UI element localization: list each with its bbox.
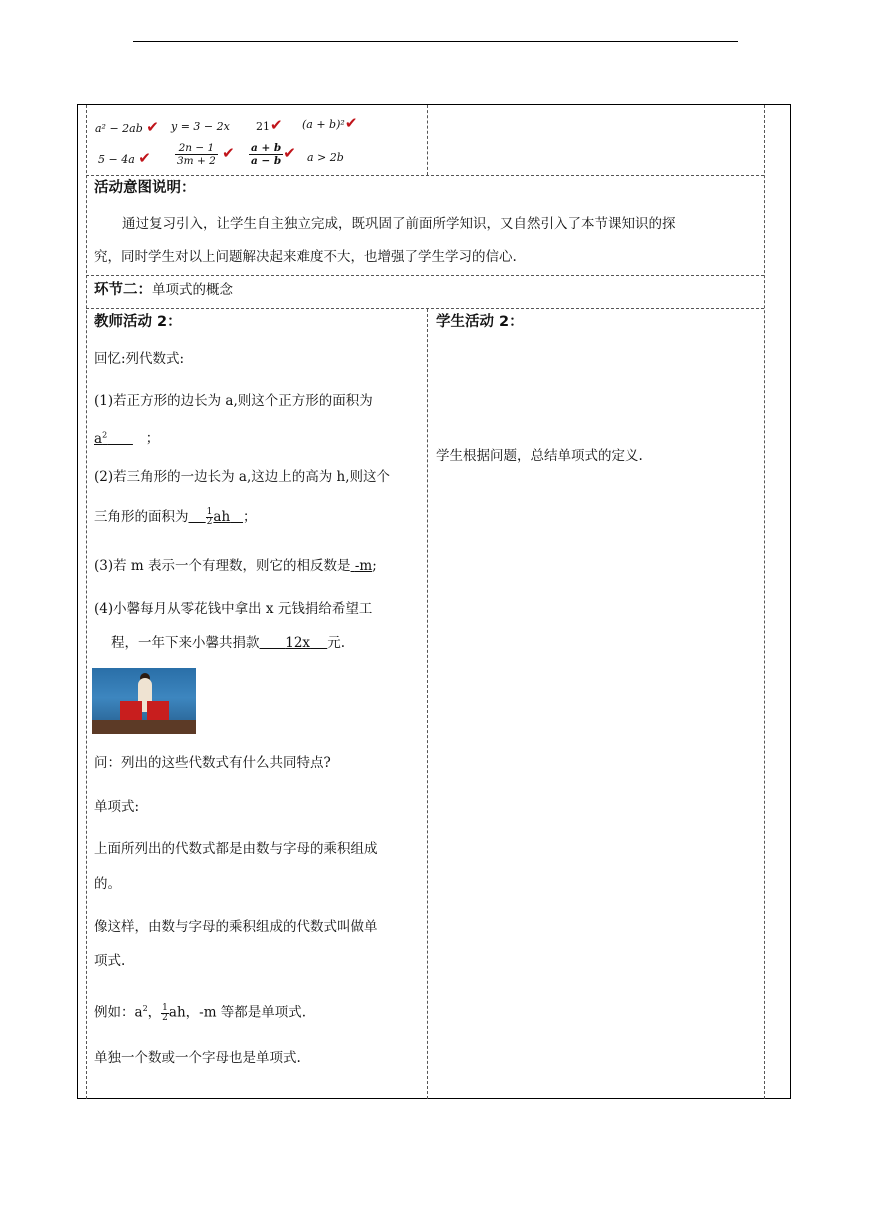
column-divider-right (764, 105, 765, 1099)
check-icon: ✔ (138, 149, 151, 167)
question-1-answer: $a^2$ ； (94, 430, 160, 447)
column-divider-left (86, 105, 87, 1099)
definition-1-line1: 上面所列出的代数式都是由数与字母的乘积组成 (94, 841, 378, 857)
donation-photo (92, 668, 196, 734)
teacher-activity-heading: 教师活动 2： (94, 314, 182, 330)
student-activity-heading: 学生活动 2： (436, 314, 524, 330)
question-3: (3)若 m 表示一个有理数，则它的相反数是 -m; (94, 558, 377, 574)
expression-a-plus-b-squared: (a + b)²✔ (302, 114, 358, 132)
question-2-line2: 三角形的面积为 $\frac{1}{2}$ ah ； (94, 507, 257, 527)
question-4-line1: (4)小馨每月从零花钱中拿出 x 元钱捐给希望工 (94, 601, 373, 617)
expression-a-gt-2b: a > 2b (307, 151, 344, 164)
definition-2-line1: 像这样，由数与字母的乘积组成的代数式叫做单 (94, 919, 378, 935)
monomial-examples: 例如：$a^2$， $\frac{1}{2}$ ah，-m 等都是单项式. (94, 1002, 307, 1023)
check-icon: ✔ (283, 144, 296, 162)
intent-text-line2: 究，同时学生对以上问题解决起来难度不大，也增强了学生学习的信心. (94, 249, 517, 265)
expression-5-4a: 5 − 4a ✔ (98, 149, 151, 167)
section2-heading: 环节二：单项式的概念 (94, 282, 233, 298)
expression-a2-2ab: a² − 2ab ✔ (95, 118, 159, 136)
question-4-line2: 程，一年下来小馨共捐款 12x 元. (111, 635, 346, 651)
definition-1-line2: 的。 (94, 876, 121, 892)
intent-heading: 活动意图说明： (94, 180, 196, 196)
column-divider-middle-top (427, 105, 428, 175)
page-header-rule (133, 41, 738, 42)
question-2-line1: (2)若三角形的一边长为 a,这边上的高为 h,则这个 (94, 469, 391, 485)
expression-21: 21✔ (256, 116, 283, 134)
row-divider-1 (86, 175, 764, 176)
intent-text-line1: 通过复习引入，让学生自主独立完成，既巩固了前面所学知识，又自然引入了本节课知识的探 (122, 216, 676, 232)
expression-fraction-a-plus-b: $\frac{a + b}{a - b}$ ✔ (251, 142, 296, 167)
check-icon: ✔ (146, 118, 159, 136)
column-divider-middle (427, 309, 428, 1099)
teacher-recall: 回忆:列代数式: (94, 351, 185, 367)
question-1-line1: (1)若正方形的边长为 a,则这个正方形的面积为 (94, 393, 373, 409)
single-term-note: 单独一个数或一个字母也是单项式. (94, 1050, 301, 1066)
check-icon: ✔ (270, 116, 283, 134)
row-divider-2 (86, 275, 764, 276)
expression-y-3-2x: y = 3 − 2x (171, 120, 230, 133)
monomial-title: 单项式: (94, 799, 140, 815)
student-activity-text: 学生根据问题，总结单项式的定义. (436, 448, 643, 464)
expression-fraction-2n-1: $\frac{2n - 1}{3m + 2}$ ✔ (177, 142, 235, 167)
check-icon: ✔ (222, 144, 235, 162)
teacher-question: 问：列出的这些代数式有什么共同特点? (94, 755, 331, 771)
row-divider-3 (86, 308, 764, 309)
definition-2-line2: 项式. (94, 953, 126, 969)
check-icon: ✔ (344, 114, 358, 132)
